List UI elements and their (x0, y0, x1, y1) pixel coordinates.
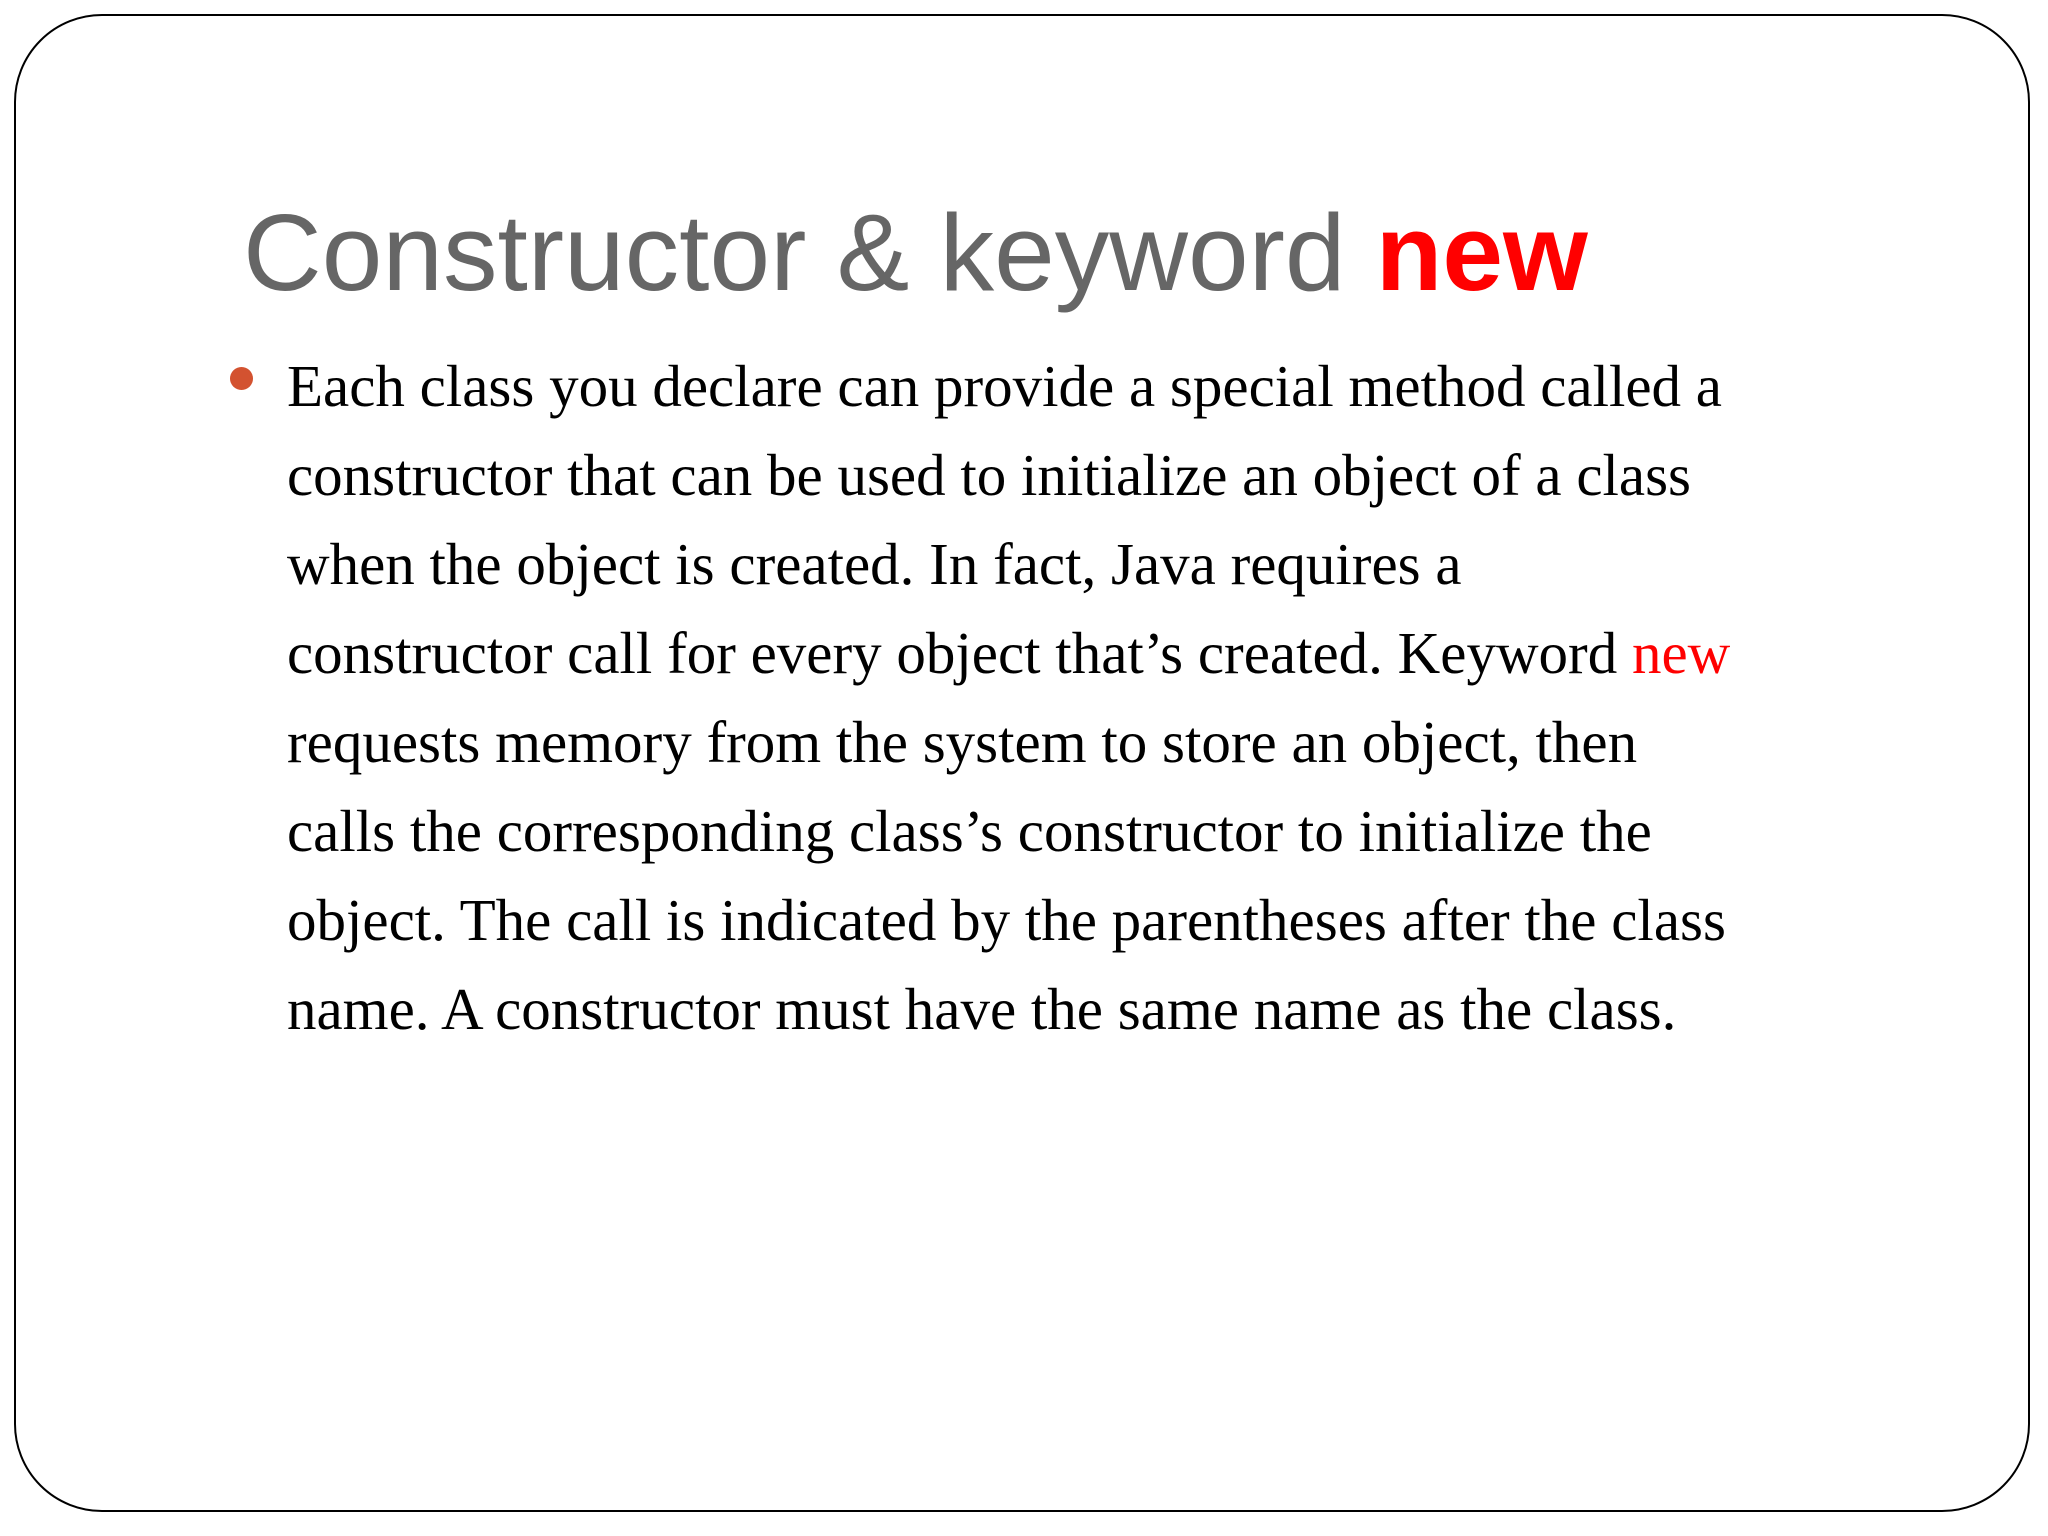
bullet-line: calls the corresponding class’s constructor to initialize the (287, 798, 1652, 864)
bullet-paragraph (287, 342, 1947, 1054)
slide-title-keyword: new (1375, 192, 1588, 314)
bullet-line: requests memory from the system to store an object, then (287, 709, 1638, 775)
bullet-line: Each class you declare can provide a special method called a (287, 353, 1722, 419)
bullet-keyword: new (1631, 620, 1731, 686)
bullet-line-text: constructor call for every object that’s created. Keyword (287, 620, 1632, 686)
bullet-line: when the object is created. In fact, Java requires a (287, 531, 1462, 597)
bullet-line: object. The call is indicated by the parentheses after the class (287, 887, 1726, 953)
bullet-line: name. A constructor must have the same name as the class. (287, 976, 1677, 1042)
bullet-line-with-keyword (287, 609, 1947, 698)
bullet-marker-icon (230, 367, 253, 390)
slide-title-text: Constructor & keyword (243, 192, 1376, 314)
bullet-line: constructor that can be used to initialize an object of a class (287, 442, 1692, 508)
slide-title (243, 188, 1588, 318)
